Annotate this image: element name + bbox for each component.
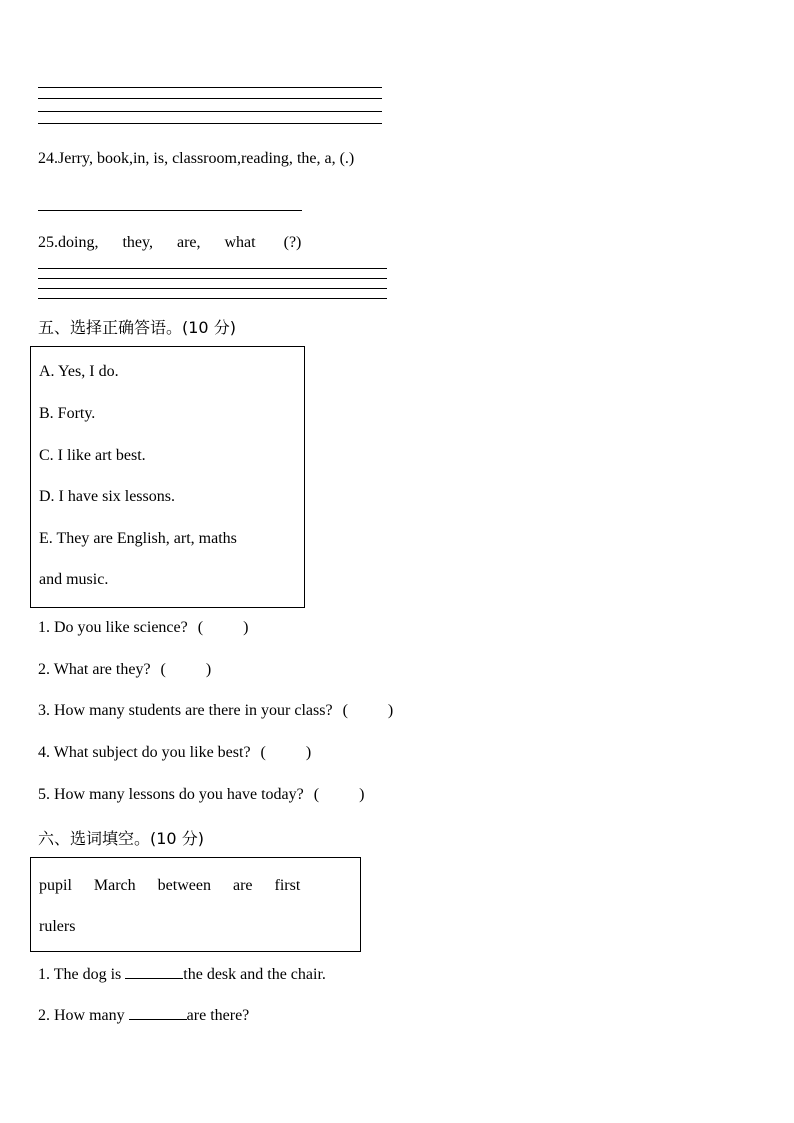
section-five-title: 五、选择正确答语。(10 分) [38,318,236,337]
answer-line [38,278,387,279]
answer-line [38,111,382,112]
answer-line [38,87,382,88]
options-box [30,346,305,608]
word-bank-box [30,857,361,952]
question-number: 25. [38,234,58,251]
answer-paren[interactable]: ( ) [160,661,212,678]
word: the, [296,150,321,167]
word-bank-row [39,877,300,895]
word: they, [122,234,153,251]
question-6-1 [38,964,326,984]
word: classroom, [172,150,241,167]
question-text: 4. What subject do you like best? [38,744,251,761]
word: doing, [58,234,99,251]
word: reading, [240,150,293,167]
question-text: 3. How many students are there in your class? [38,702,333,719]
question-number: 24. [38,150,58,167]
option-e-continued: and music. [39,571,109,588]
fill-blank[interactable] [125,964,183,979]
question-5-4 [38,744,311,762]
option-e: E. They are English, art, maths [39,530,237,547]
question-24 [38,150,354,168]
answer-paren[interactable]: ( ) [342,702,394,719]
word-bank-item: are [232,877,253,894]
word-bank-item: pupil [39,877,72,894]
answer-line [38,298,387,299]
question-text: 2. How many [38,1007,125,1024]
word: (?) [283,234,302,251]
answer-paren[interactable]: ( ) [313,786,365,803]
answer-paren[interactable]: ( ) [197,619,249,636]
word: are, [176,234,201,251]
option-c: C. I like art best. [39,447,146,464]
question-text: are there? [186,1007,250,1024]
word-bank-item: first [274,877,301,894]
question-5-1 [38,619,248,637]
answer-line [38,123,382,124]
option-d: D. I have six lessons. [39,488,175,505]
word-bank-item: between [157,877,211,894]
word-bank-item: March [93,877,136,894]
question-25 [38,234,301,252]
question-5-2 [38,661,211,679]
answer-paren[interactable]: ( ) [260,744,312,761]
word-bank-item: rulers [39,918,76,935]
word: a, [324,150,336,167]
answer-line [38,268,387,269]
answer-line [38,98,382,99]
word: (.) [339,150,355,167]
word: in, [132,150,150,167]
question-5-3 [38,702,393,720]
answer-line [38,288,387,289]
question-text: 1. The dog is [38,966,122,983]
question-text: 1. Do you like science? [38,619,188,636]
answer-line [38,210,302,211]
question-6-2 [38,1005,249,1025]
word: is, [153,150,169,167]
question-text: 2. What are they? [38,661,151,678]
word: book, [96,150,133,167]
question-text: the desk and the chair. [183,966,326,983]
fill-blank[interactable] [129,1005,187,1020]
word: what [224,234,256,251]
question-text: 5. How many lessons do you have today? [38,786,304,803]
word: Jerry, [58,150,93,167]
option-a: A. Yes, I do. [39,363,119,380]
question-5-5 [38,786,364,804]
section-six-title: 六、选词填空。(10 分) [38,829,204,848]
option-b: B. Forty. [39,405,96,422]
